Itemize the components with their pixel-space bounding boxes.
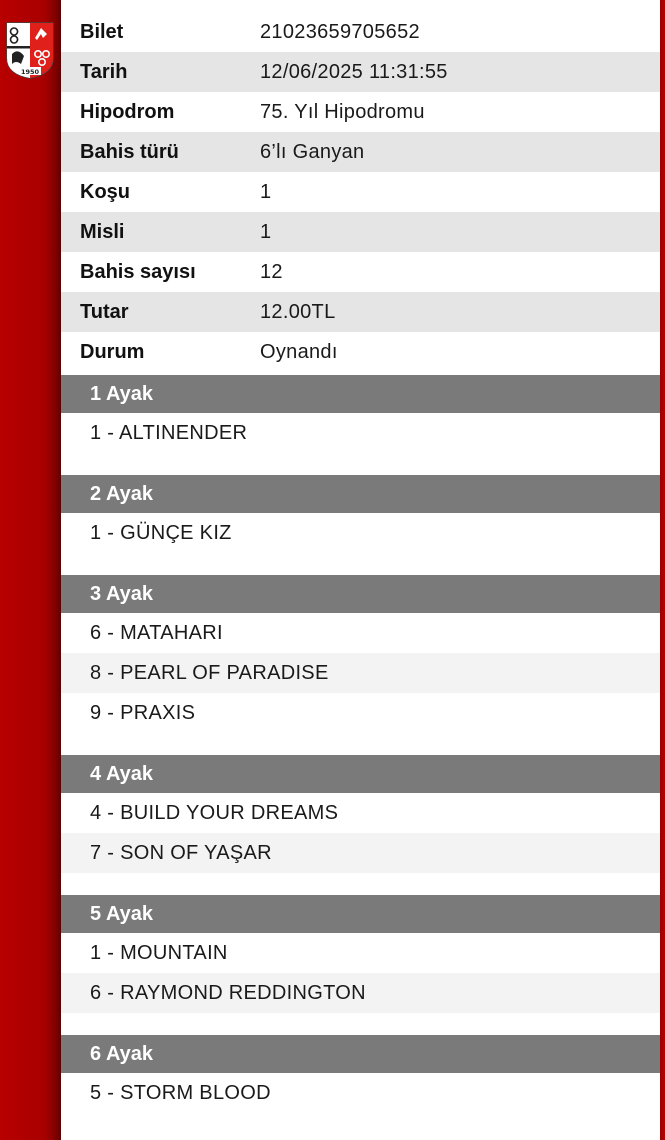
leg-header: 2 Ayak xyxy=(61,475,660,513)
leg-header: 4 Ayak xyxy=(61,755,660,793)
ticket-label: Hipodrom xyxy=(80,100,175,123)
ticket-label: Tarih xyxy=(80,60,128,83)
ticket-label: Bahis türü xyxy=(80,140,179,163)
ticket-info-table xyxy=(61,12,660,372)
horse-selection: 5 - STORM BLOOD xyxy=(90,1081,271,1104)
horse-selection: 9 - PRAXIS xyxy=(90,701,196,724)
ticket-row-tutar xyxy=(61,292,660,332)
ticket-row-bahis-turu xyxy=(61,132,660,172)
ticket-label: Durum xyxy=(80,340,145,363)
horse-selection: 1 - ALTINENDER xyxy=(90,421,248,444)
ticket-value: 12.00TL xyxy=(260,300,336,323)
horse-selection: 1 - MOUNTAIN xyxy=(90,941,228,964)
leg-section xyxy=(61,895,660,1013)
legs-list xyxy=(61,375,660,1113)
leg-section xyxy=(61,375,660,453)
ticket-value: 21023659705652 xyxy=(260,20,420,43)
horse-selection: 8 - PEARL OF PARADISE xyxy=(61,653,660,693)
right-edge-bar xyxy=(660,0,665,1140)
ticket-row-kosu xyxy=(61,172,660,212)
logo-year: 1950 xyxy=(20,68,40,76)
ticket-row-bahis-sayisi xyxy=(61,252,660,292)
horse-selection: 6 - MATAHARI xyxy=(90,621,223,644)
horse-selection: 7 - SON OF YAŞAR xyxy=(61,833,660,873)
ticket-label: Koşu xyxy=(80,180,130,203)
leg-section xyxy=(61,755,660,873)
ticket-detail-panel xyxy=(61,12,660,1135)
left-sidebar xyxy=(0,0,61,1140)
ticket-label: Tutar xyxy=(80,300,129,323)
leg-header: 5 Ayak xyxy=(61,895,660,933)
ticket-value: 1 xyxy=(260,220,272,243)
leg-header: 6 Ayak xyxy=(61,1035,660,1073)
club-shield-icon xyxy=(5,20,55,80)
leg-header: 3 Ayak xyxy=(61,575,660,613)
club-logo xyxy=(5,20,55,80)
leg-section xyxy=(61,1035,660,1113)
ticket-label: Misli xyxy=(80,220,125,243)
ticket-row-hipodrom xyxy=(61,92,660,132)
leg-section xyxy=(61,475,660,553)
ticket-value: Oynandı xyxy=(260,340,338,363)
leg-header: 1 Ayak xyxy=(61,375,660,413)
ticket-label: Bahis sayısı xyxy=(80,260,196,283)
ticket-value: 6’lı Ganyan xyxy=(260,140,365,163)
ticket-value: 1 xyxy=(260,180,272,203)
horse-selection: 4 - BUILD YOUR DREAMS xyxy=(90,801,339,824)
leg-section xyxy=(61,575,660,733)
ticket-value: 12 xyxy=(260,260,283,283)
ticket-label: Bilet xyxy=(80,20,124,43)
ticket-row-durum xyxy=(61,332,660,372)
horse-selection: 6 - RAYMOND REDDINGTON xyxy=(61,973,660,1013)
ticket-row-tarih xyxy=(61,52,660,92)
ticket-value: 75. Yıl Hipodromu xyxy=(260,100,425,123)
ticket-row-misli xyxy=(61,212,660,252)
ticket-row-bilet xyxy=(61,12,660,52)
ticket-value: 12/06/2025 11:31:55 xyxy=(260,60,448,83)
horse-selection: 1 - GÜNÇE KIZ xyxy=(90,521,232,544)
